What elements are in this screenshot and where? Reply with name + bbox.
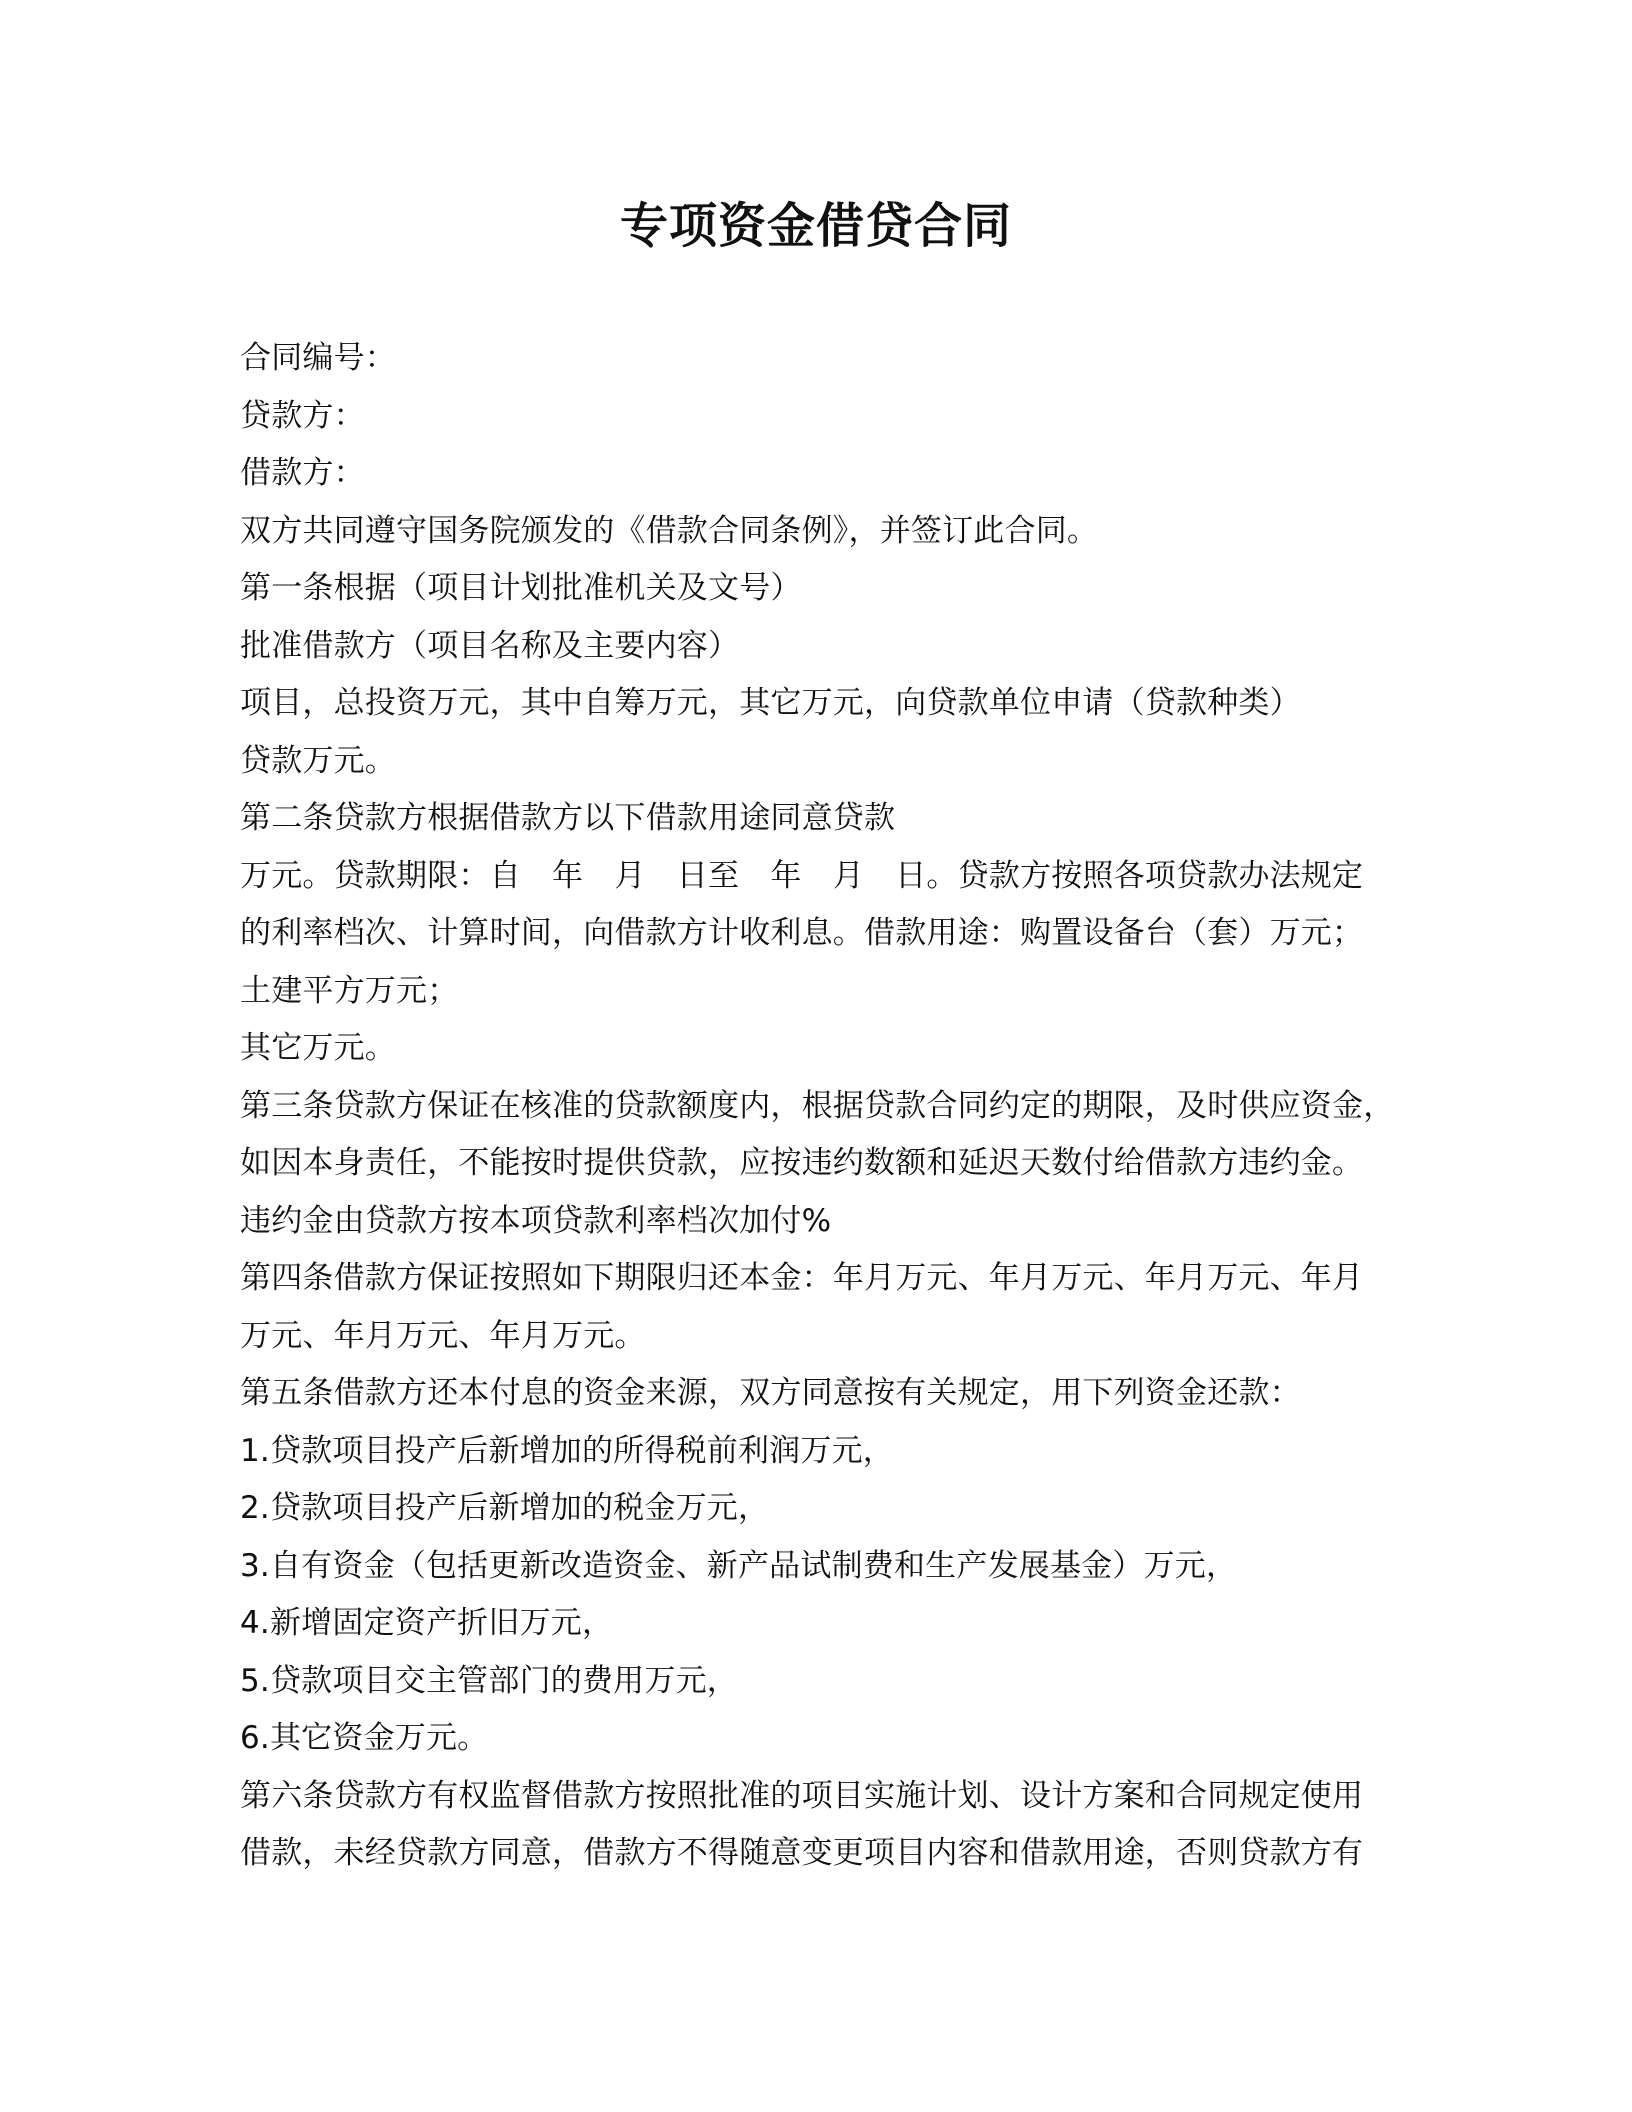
article-5-line: 第五条借款方还本付息的资金来源，双方同意按有关规定，用下列资金还款： xyxy=(240,1375,1301,1411)
preamble-line: 双方共同遵守国务院颁发的《借款合同条例》，并签订此合同。 xyxy=(240,512,1099,549)
article-1-line: 项目，总投资万元，其中自筹万元，其它万元，向贷款单位申请（贷款种类） xyxy=(240,685,1301,721)
document-body xyxy=(240,330,1400,1883)
borrower-line: 借款方： xyxy=(240,455,365,491)
document-title: 专项资金借贷合同 xyxy=(619,198,1012,254)
article-3-line: 违约金由贷款方按本项贷款利率档次加付% xyxy=(240,1202,832,1239)
article-6-line: 借款，未经贷款方同意，借款方不得随意变更项目内容和借款用途，否则贷款方有 xyxy=(240,1835,1364,1871)
list-item: 3.自有资金（包括更新改造资金、新产品试制费和生产发展基金）万元， xyxy=(240,1547,1238,1584)
article-2-line: 万元。贷款期限：自 年 月 日至 年 月 日。贷款方按照各项贷款办法规定 xyxy=(240,857,1364,894)
article-2-line: 其它万元。 xyxy=(240,1030,396,1066)
list-item: 6.其它资金万元。 xyxy=(240,1720,489,1756)
article-3-line: 第三条贷款方保证在核准的贷款额度内，根据贷款合同约定的期限，及时供应资金， xyxy=(240,1087,1395,1124)
article-2-line: 第二条贷款方根据借款方以下借款用途同意贷款 xyxy=(240,800,896,836)
article-2-line: 土建平方万元； xyxy=(240,972,459,1009)
article-4-line: 万元、年月万元、年月万元。 xyxy=(240,1317,646,1354)
list-item: 2.贷款项目投产后新增加的税金万元， xyxy=(240,1490,770,1526)
contract-number-line: 合同编号： xyxy=(240,340,396,376)
article-3-line: 如因本身责任，不能按时提供贷款，应按违约数额和延迟天数付给借款方违约金。 xyxy=(240,1145,1364,1181)
article-2-line: 的利率档次、计算时间，向借款方计收利息。借款用途：购置设备台（套）万元； xyxy=(240,915,1364,951)
list-item: 1.贷款项目投产后新增加的所得税前利润万元， xyxy=(240,1432,894,1469)
article-1-line: 批准借款方（项目名称及主要内容） xyxy=(240,627,740,664)
list-item: 5.贷款项目交主管部门的费用万元， xyxy=(240,1662,738,1699)
lender-line: 贷款方： xyxy=(240,397,365,434)
article-1-line: 第一条根据（项目计划批准机关及文号） xyxy=(240,570,802,606)
list-item: 4.新增固定资产折旧万元， xyxy=(240,1605,614,1641)
article-4-line: 第四条借款方保证按照如下期限归还本金：年月万元、年月万元、年月万元、年月 xyxy=(240,1260,1364,1296)
article-1-line: 贷款万元。 xyxy=(240,742,396,779)
article-6-line: 第六条贷款方有权监督借款方按照批准的项目实施计划、设计方案和合同规定使用 xyxy=(240,1777,1364,1814)
